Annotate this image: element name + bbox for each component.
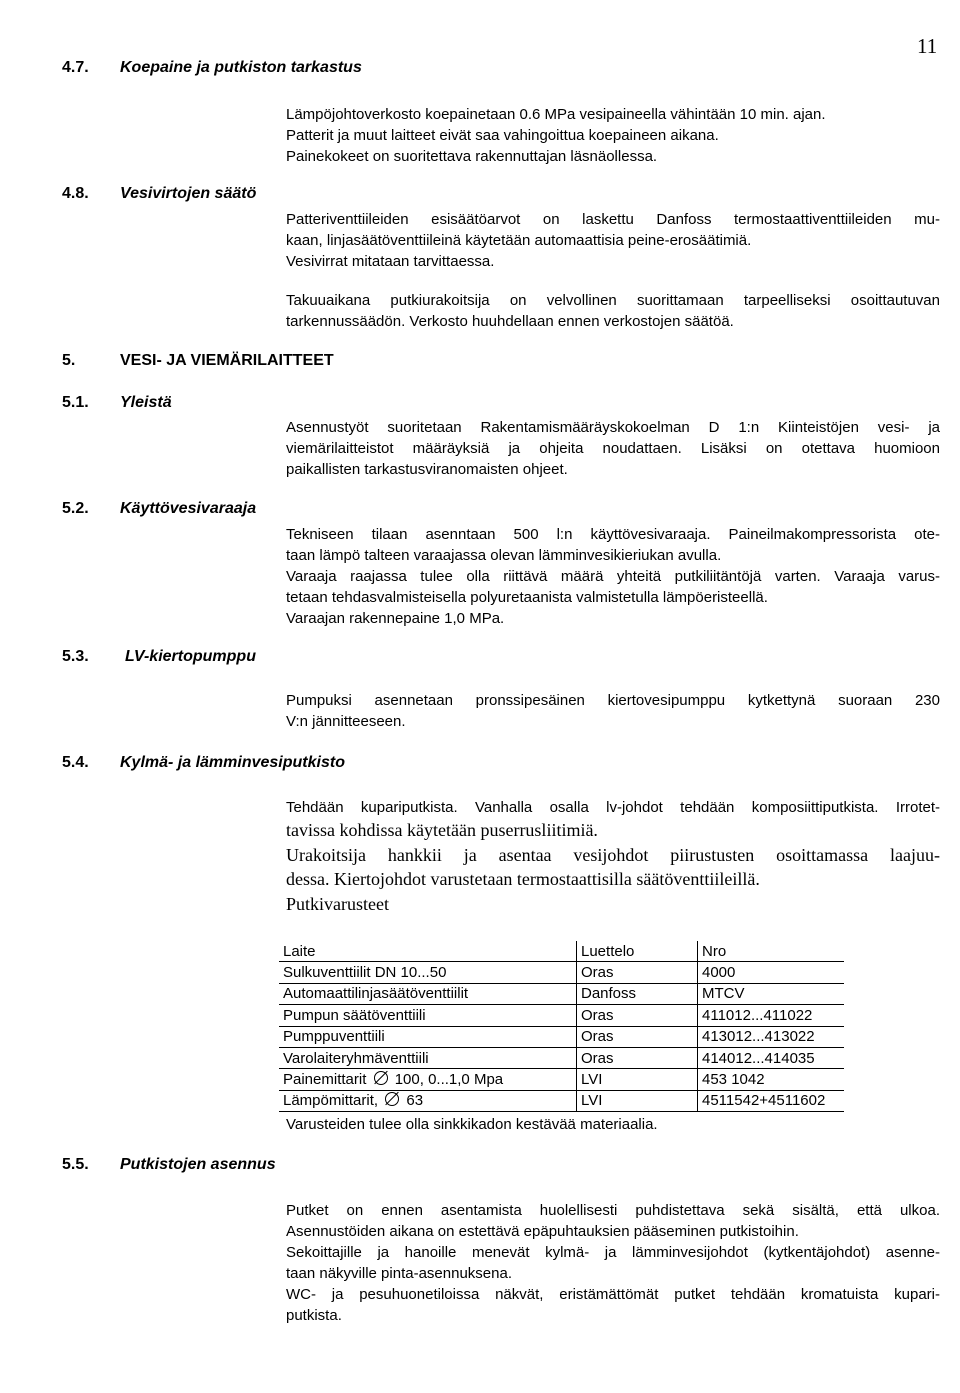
heading-title: LV-kiertopumppu xyxy=(125,648,256,665)
text-line: Urakoitsija hankkii ja asentaa vesijohdot piirustusten osoittamassa laajuu- xyxy=(286,844,940,865)
table-cell: LVI xyxy=(577,1090,698,1111)
heading-number: 4.8. xyxy=(62,185,89,202)
paragraph-piping-serif xyxy=(286,818,940,916)
paragraph-piping xyxy=(286,797,940,916)
paragraph-flow-balancing xyxy=(286,209,940,272)
heading-title: Kylmä- ja lämminvesiputkisto xyxy=(120,754,345,771)
text-line: tetaan tehdasvalmisteisella polyuretaanista valmistetulla lämpöeristeellä. xyxy=(286,589,768,606)
header-cell: Luettelo xyxy=(577,941,698,962)
paragraph-general xyxy=(286,417,940,480)
paragraph-circulation-pump xyxy=(286,690,940,732)
manometer-label: Painemittarit xyxy=(283,1071,367,1089)
header-cell: Laite xyxy=(279,941,577,962)
text-line: Varaajan rakennepaine 1,0 MPa. xyxy=(286,610,505,627)
table-cell: 411012...411022 xyxy=(698,1005,845,1026)
table-cell: Oras xyxy=(577,1026,698,1047)
table-cell: Oras xyxy=(577,1047,698,1068)
heading-title: Käyttövesivaraaja xyxy=(120,500,257,517)
text-line: Sekoittajille ja hanoille menevät kylmä- ja lämminvesijohdot (kytkentäjohdot) asenne- xyxy=(286,1244,940,1261)
text-line: Tehdään kupariputkista. Vanhalla osalla lv-johdot tehdään komposiittiputkista. Irrotet- xyxy=(286,799,940,816)
manometer-spec: 100, 0...1,0 Mpa xyxy=(394,1071,504,1089)
table-row xyxy=(279,983,844,1004)
table-cell: Varolaiteryhmäventtiili xyxy=(279,1047,577,1068)
text-line: Asennustyöt suoritetaan Rakentamismääräyskokoelman D 1:n Kiinteistöjen vesi- ja xyxy=(286,419,940,436)
text-line: viemärilaitteistot määräyksiä ja ohjeita noudattaen. Lisäksi on otettava huomioon xyxy=(286,440,940,457)
text-line: Pumpuksi asennetaan pronssipesäinen kiertovesipumppu kytkettynä suoraan 230 xyxy=(286,692,940,709)
table-row xyxy=(279,1026,844,1047)
heading-number: 5.4. xyxy=(62,754,89,771)
table-header-row xyxy=(279,941,844,962)
table-row xyxy=(279,1005,844,1026)
table-cell: Pumppuventtiili xyxy=(279,1026,577,1047)
table-cell xyxy=(279,1069,577,1090)
heading-title: Yleistä xyxy=(120,394,172,411)
table-row xyxy=(279,1090,844,1111)
table-cell: Oras xyxy=(577,962,698,983)
table-cell: Automaattilinjasäätöventtiilit xyxy=(279,983,577,1004)
table-cell: Oras xyxy=(577,1005,698,1026)
text-line: paikallisten tarkastusviranomaisten ohjeet. xyxy=(286,461,568,478)
diameter-icon xyxy=(374,1071,388,1085)
table-cell: 413012...413022 xyxy=(698,1026,845,1047)
diameter-icon xyxy=(385,1092,399,1106)
text-line: putkista. xyxy=(286,1307,342,1324)
text-line: Lämpöjohtoverkosto koepainetaan 0.6 MPa vesipaineella vähintään 10 min. ajan. xyxy=(286,106,826,123)
table-cell: 453 1042 xyxy=(698,1069,845,1090)
table-cell: Danfoss xyxy=(577,983,698,1004)
table-cell: LVI xyxy=(577,1069,698,1090)
page-number: 11 xyxy=(917,34,938,58)
paragraph-water-heater xyxy=(286,524,940,629)
text-line: taan lämpö talteen varaajassa olevan lämminvesikieriukan avulla. xyxy=(286,547,722,564)
text-line: Varaaja raajassa tulee olla riittävä määrä yhteitä putkiliitäntöjä varten. Varaaja varus- xyxy=(286,568,940,585)
thermometer-label: Lämpömittarit, xyxy=(283,1092,379,1110)
paragraph-warranty-adjustment xyxy=(286,290,940,332)
text-line: Patteriventtiileiden esisäätöarvot on laskettu Danfoss termostaattiventtiileiden mu- xyxy=(286,211,940,228)
heading-number: 5.3. xyxy=(62,648,89,665)
header-cell: Nro xyxy=(698,941,845,962)
equipment-table xyxy=(279,941,844,1112)
text-line: taan näkyville pinta-asennuksena. xyxy=(286,1265,512,1282)
heading-title: VESI- JA VIEMÄRILAITTEET xyxy=(120,352,334,369)
table-row xyxy=(279,1069,844,1090)
table-row xyxy=(279,962,844,983)
heading-number: 5.2. xyxy=(62,500,89,517)
text-line: Vesivirrat mitataan tarvittaessa. xyxy=(286,253,495,270)
text-line: Tekniseen tilaan asenntaan 500 l:n käyttövesivaraaja. Paineilmakompressorista ote- xyxy=(286,526,940,543)
text-line: dessa. Kiertojohdot varustetaan termostaattisilla säätöventtiileillä. xyxy=(286,869,760,889)
text-line: Asennustöiden aikana on estettävä epäpuhtauksien pääseminen putkistoihin. xyxy=(286,1223,799,1240)
heading-number: 5.1. xyxy=(62,394,89,411)
text-line: Patterit ja muut laitteet eivät saa vahingoittua koepaineen aikana. xyxy=(286,127,719,144)
table-cell: 4000 xyxy=(698,962,845,983)
table-cell: Pumpun säätöventtiili xyxy=(279,1005,577,1026)
text-line: Putkivarusteet xyxy=(286,893,389,914)
heading-title: Putkistojen asennus xyxy=(120,1156,276,1173)
text-line: Takuuaikana putkiurakoitsija on velvollinen suorittamaan tarpeelliseksi osoittautuvan xyxy=(286,292,940,309)
paragraph-pipe-installation xyxy=(286,1200,940,1326)
thermometer-spec: 63 xyxy=(406,1092,424,1110)
heading-number: 4.7. xyxy=(62,59,89,76)
heading-number: 5.5. xyxy=(62,1156,89,1173)
text-line: V:n jännitteeseen. xyxy=(286,713,406,730)
table-cell: 4511542+4511602 xyxy=(698,1090,845,1111)
table-cell: Sulkuventtiilit DN 10...50 xyxy=(279,962,577,983)
text-line: tarkennussäädön. Verkosto huuhdellaan ennen verkostojen säätöä. xyxy=(286,313,734,330)
equipment-note xyxy=(286,1114,940,1135)
heading-number: 5. xyxy=(62,352,76,369)
text-line: kaan, linjasäätöventtiileinä käytetään automaattisia peine-erosäätimiä. xyxy=(286,232,752,249)
paragraph-pressure-test xyxy=(286,104,940,167)
table-cell: MTCV xyxy=(698,983,845,1004)
heading-title: Koepaine ja putkiston tarkastus xyxy=(120,59,362,76)
text-line: Painekokeet on suoritettava rakennuttajan läsnäollessa. xyxy=(286,148,658,165)
text-line: WC- ja pesuhuonetiloissa näkvät, eristämättömät putket tehdään kromatuista kupari- xyxy=(286,1286,940,1303)
text-line: Varusteiden tulee olla sinkkikadon kestävää materiaalia. xyxy=(286,1116,658,1133)
table-row xyxy=(279,1047,844,1068)
text-line: Putket on ennen asentamista huolellisesti puhdistettava sekä sisältä, että ulkoa. xyxy=(286,1202,940,1219)
heading-title: Vesivirtojen säätö xyxy=(120,185,257,202)
table-cell: 414012...414035 xyxy=(698,1047,845,1068)
table-cell xyxy=(279,1090,577,1111)
text-line: tavissa kohdissa käytetään puserrusliitimiä. xyxy=(286,820,598,840)
